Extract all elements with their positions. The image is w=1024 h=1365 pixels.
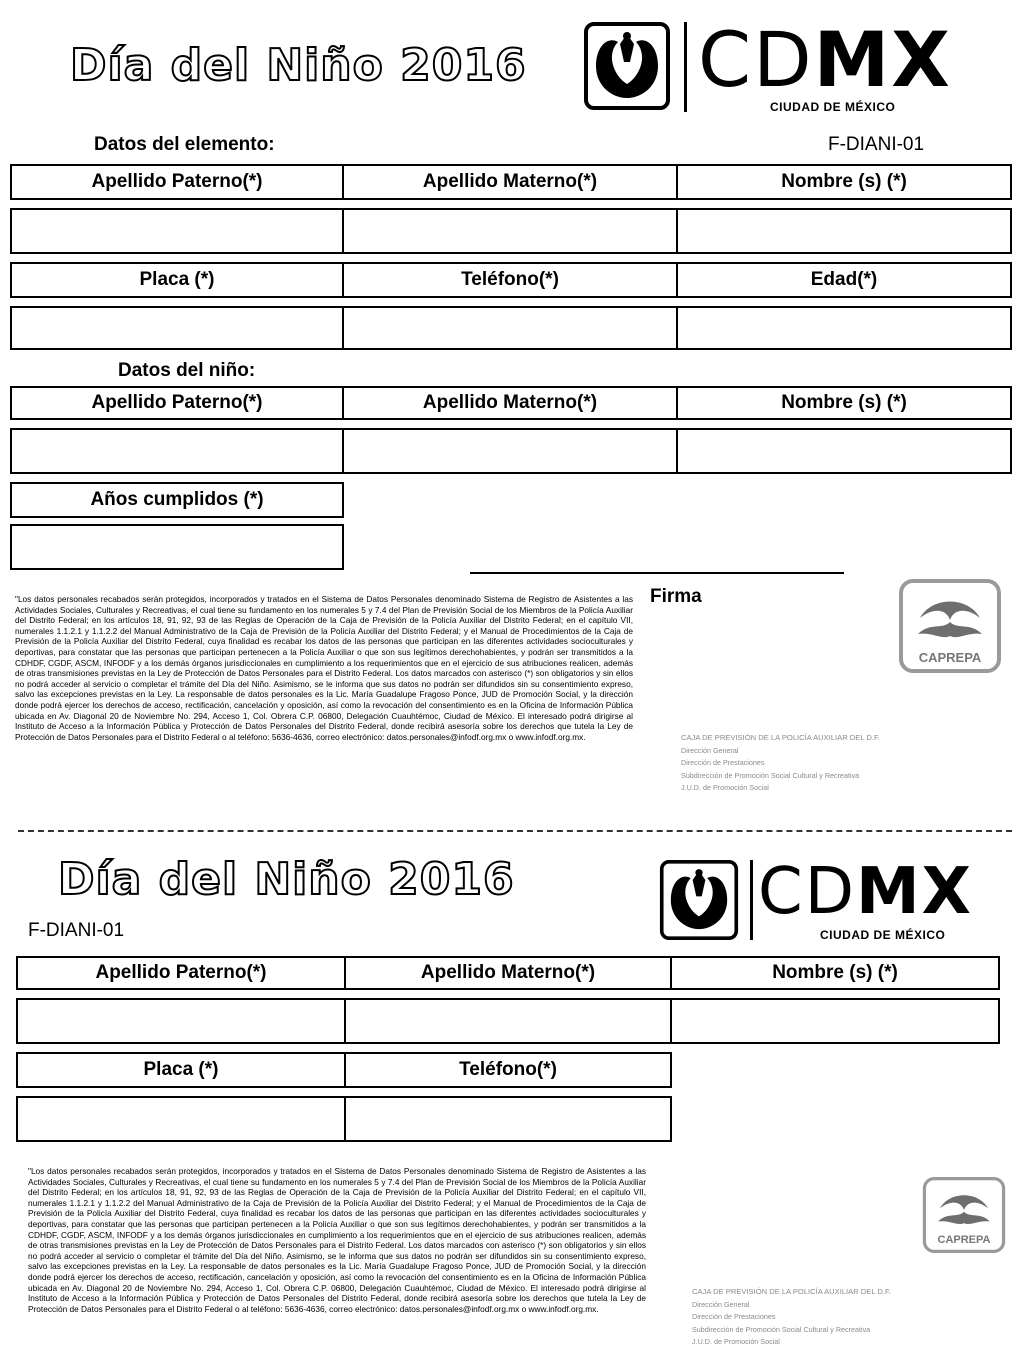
input-placa-bottom[interactable] <box>16 1096 346 1142</box>
agency-line: CAJA DE PREVISIÓN DE LA POLICÍA AUXILIAR DEL D.F. <box>681 733 880 742</box>
header-child-nombre: Nombre (s) (*) <box>676 386 1012 420</box>
angel-emblem-icon <box>658 860 740 940</box>
input-nombre[interactable] <box>676 208 1012 254</box>
page-title: Día del Niño 2016 <box>70 40 527 91</box>
input-child-apellido-materno[interactable] <box>342 428 678 474</box>
header-apellido-paterno: Apellido Paterno(*) <box>10 164 344 200</box>
form-code: F-DIANI-01 <box>828 134 925 155</box>
agency-block <box>681 732 880 795</box>
input-apellido-paterno[interactable] <box>10 208 344 254</box>
angel-emblem-icon <box>584 22 670 110</box>
agency-line: J.U.D. de Promoción Social <box>681 783 769 792</box>
header-apellido-paterno-bottom: Apellido Paterno(*) <box>16 956 346 990</box>
agency-line: Subdirección de Promoción Social Cultural y Recreativa <box>681 770 860 780</box>
signature-line[interactable] <box>470 572 844 574</box>
input-child-apellido-paterno[interactable] <box>10 428 344 474</box>
cdmx-wordmark: CDMX <box>758 855 973 929</box>
header-nombre: Nombre (s) (*) <box>676 164 1012 200</box>
logo-subtitle: CIUDAD DE MÉXICO <box>770 100 896 114</box>
logo-divider <box>684 22 687 112</box>
agency-line: CAJA DE PREVISIÓN DE LA POLICÍA AUXILIAR DEL D.F. <box>692 1287 891 1296</box>
agency-line: J.U.D. de Promoción Social <box>692 1337 780 1346</box>
agency-line: Dirección General <box>681 745 739 755</box>
input-apellido-paterno-bottom[interactable] <box>16 998 346 1044</box>
logo-subtitle: CIUDAD DE MÉXICO <box>820 928 946 942</box>
cdmx-logo <box>584 15 1004 114</box>
agency-line: Dirección de Prestaciones <box>692 1312 776 1321</box>
section-child-heading: Datos del niño: <box>118 360 256 381</box>
input-apellido-materno-bottom[interactable] <box>344 998 672 1044</box>
signature-label: Firma <box>650 586 702 607</box>
section-element-heading: Datos del elemento: <box>94 134 275 155</box>
input-anos-cumplidos[interactable] <box>10 524 344 570</box>
cdmx-wordmark: CDMX <box>698 15 952 104</box>
header-nombre-bottom: Nombre (s) (*) <box>670 956 1000 990</box>
header-apellido-materno: Apellido Materno(*) <box>342 164 678 200</box>
caprepa-label: CAPREPA <box>918 650 982 665</box>
header-edad: Edad(*) <box>676 262 1012 298</box>
header-child-apellido-materno: Apellido Materno(*) <box>342 386 678 420</box>
header-telefono-bottom: Teléfono(*) <box>344 1052 672 1088</box>
header-apellido-materno-bottom: Apellido Materno(*) <box>344 956 672 990</box>
input-nombre-bottom[interactable] <box>670 998 1000 1044</box>
header-anos-cumplidos: Años cumplidos (*) <box>10 482 344 518</box>
agency-line: Dirección de Prestaciones <box>681 758 765 767</box>
agency-line: Subdirección de Promoción Social Cultural y Recreativa <box>692 1324 871 1334</box>
agency-block-bottom <box>692 1286 891 1349</box>
caprepa-logo <box>898 578 1002 674</box>
input-apellido-materno[interactable] <box>342 208 678 254</box>
header-placa: Placa (*) <box>10 262 344 298</box>
caprepa-logo-bottom <box>922 1176 1006 1254</box>
header-placa-bottom: Placa (*) <box>16 1052 346 1088</box>
header-child-apellido-paterno: Apellido Paterno(*) <box>10 386 344 420</box>
page-title-bottom: Día del Niño 2016 <box>58 854 515 905</box>
header-telefono: Teléfono(*) <box>342 262 678 298</box>
cut-line <box>18 830 1012 832</box>
input-child-nombre[interactable] <box>676 428 1012 474</box>
caprepa-label: CAPREPA <box>937 1234 991 1246</box>
logo-divider <box>750 860 753 940</box>
cdmx-logo-bottom <box>658 855 1008 944</box>
input-telefono-bottom[interactable] <box>344 1096 672 1142</box>
privacy-notice-bottom: "Los datos personales recabados serán protegidos, incorporados y tratados en el Sistema de Datos Personales denominado Sistema de Registro de Asistentes a las Actividades Sociales, Culturales y Recreativas, el cual tiene su fundamento en los numerales 5 y 7.4 del Plan de Previsión Social de los Miembros de la Policía Auxiliar del Distrito Federal; en los artículos 18, 91, 92, 93 de las Reglas de Operación de la Caja de Previsión de la Policía Auxiliar del Distrito Federal; en el capítulo VII, numerales 1.1.2.1 y 1.1.2.2 del Manual Administrativo de la Caja de Previsión de la Policía Auxiliar del Distrito Federal; y el Manual de Procedimientos de la Caja de Previsión de la Policía Auxiliar del Distrito Federal, cuya finalidad es recabar los datos de las personas que participan en las diferentes actividades socioculturales y deportivas, para constatar que las personas que participan pertenecen a la Policía Auxiliar o que son sus legítimos derechohabientes, y podrán ser transmitidos a la CDHDF, CGDF, ASCM, INFODF y a los demás órganos jurisdiccionales en cumplimiento a los requerimientos que en el ejercicio de sus atribuciones realicen, además de otras transmisiones previstas en la Ley de Protección de Datos Personales para el Distrito Federal. Los datos marcados con asterisco (*) son obligatorios y sin ellos no podrá acceder al servicio o completar el trámite del Día del Niño. Asimismo, se le informa que sus datos no podrán ser difundidos sin su consentimiento expreso, salvo las excepciones previstas en la Ley. La responsable de datos personales es la Lic. María Guadalupe Fragoso Ponce, JUD de Promoción Social, y la dirección donde podrá ejercer los derechos de acceso, rectificación, cancelación y oposición, así como la revocación del consentimiento es en la Oficina de Información Pública ubicada en Av. Diagonal 20 de Noviembre No. 294, Acceso 1, Col. Obrera C.P. 06800, Delegación Cuauhtémoc, Ciudad de México. El interesado podrá dirigirse al Instituto de Acceso a la Información Pública y Protección de Datos Personales del Distrito Federal, donde recibirá asesoría sobre los derechos que tutela la Ley de Protección de Datos Personales para el Distrito Federal o al teléfono: 5636-4636, correo electrónico: datos.personales@infodf.org.mx o www.infodf.org.mx. <box>28 1166 646 1314</box>
input-edad[interactable] <box>676 306 1012 350</box>
privacy-notice: "Los datos personales recabados serán protegidos, incorporados y tratados en el Sistema de Datos Personales denominado Sistema de Registro de Asistentes a las Actividades Sociales, Culturales y Recreativas, el cual tiene su fundamento en los numerales 5 y 7.4 del Plan de Previsión Social de los Miembros de la Policía Auxiliar del Distrito Federal; en los artículos 18, 91, 92, 93 de las Reglas de Operación de la Caja de Previsión de la Policía Auxiliar del Distrito Federal; en el capítulo VII, numerales 1.1.2.1 y 1.1.2.2 del Manual Administrativo de la Caja de Previsión de la Policía Auxiliar del Distrito Federal; y el Manual de Procedimientos de la Caja de Previsión de la Policía Auxiliar del Distrito Federal, cuya finalidad es recabar los datos de las personas que participan en las diferentes actividades socioculturales y deportivas, para constatar que las personas que participan pertenecen a la Policía Auxiliar o que son sus legítimos derechohabientes, y podrán ser transmitidos a la CDHDF, CGDF, ASCM, INFODF y a los demás órganos jurisdiccionales en cumplimiento a los requerimientos que en el ejercicio de sus atribuciones realicen, además de otras transmisiones previstas en la Ley de Protección de Datos Personales para el Distrito Federal. Los datos marcados con asterisco (*) son obligatorios y sin ellos no podrá acceder al servicio o completar el trámite del Día del Niño. Asimismo, se le informa que sus datos no podrán ser difundidos sin su consentimiento expreso, salvo las excepciones previstas en la Ley. La responsable de datos personales es la Lic. María Guadalupe Fragoso Ponce, JUD de Promoción Social, y la dirección donde podrá ejercer los derechos de acceso, rectificación, cancelación y oposición, así como la revocación del consentimiento es en la Oficina de Información Pública ubicada en Av. Diagonal 20 de Noviembre No. 294, Acceso 1, Col. Obrera C.P. 06800, Delegación Cuauhtémoc, Ciudad de México. El interesado podrá dirigirse al Instituto de Acceso a la Información Pública y Protección de Datos Personales del Distrito Federal, donde recibirá asesoría sobre los derechos que tutela la Ley de Protección de Datos Personales para el Distrito Federal o al teléfono: 5636-4636, correo electrónico: datos.personales@infodf.org.mx o www.infodf.org.mx. <box>15 594 633 742</box>
input-placa[interactable] <box>10 306 344 350</box>
form-code-bottom: F-DIANI-01 <box>28 920 125 941</box>
agency-line: Dirección General <box>692 1299 750 1309</box>
input-telefono[interactable] <box>342 306 678 350</box>
